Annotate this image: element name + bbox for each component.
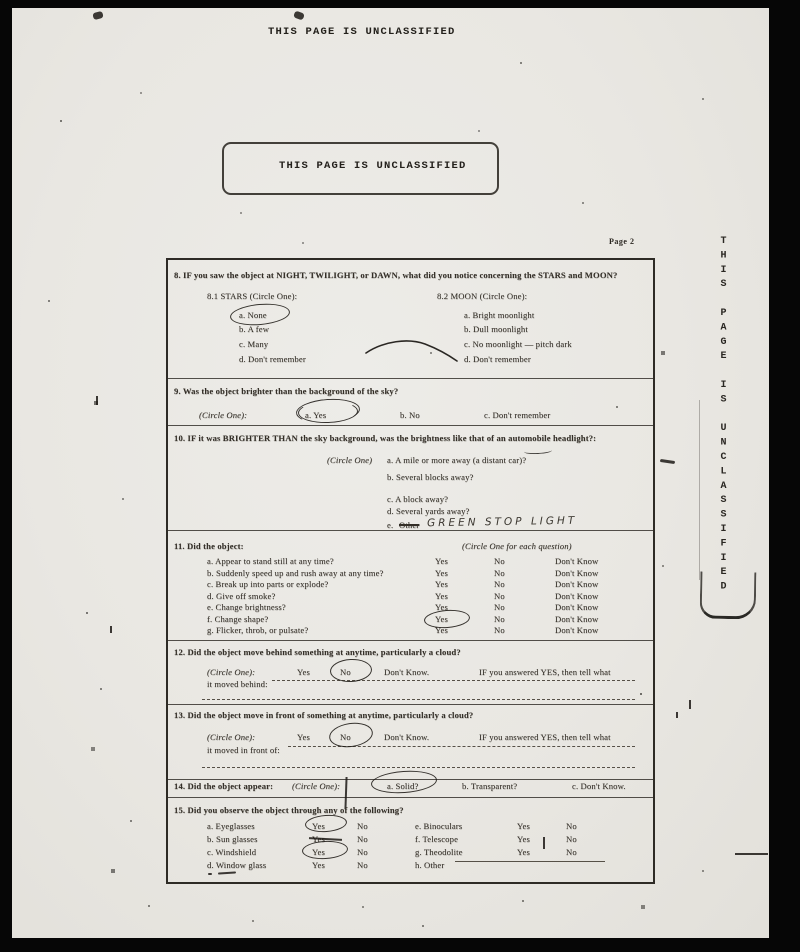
pen-mark xyxy=(208,873,212,875)
q15-no: No xyxy=(357,847,368,857)
pen-circle-q14-solid xyxy=(370,769,437,796)
q14-option: c. Don't Know. xyxy=(572,781,626,791)
q9-option: b. No xyxy=(400,410,420,420)
blank-line xyxy=(202,766,635,768)
q15-yes: Yes xyxy=(517,821,530,831)
q11-note: (Circle One for each question) xyxy=(462,541,572,551)
pen-circle-q11f-yes xyxy=(423,608,470,629)
q11-yes: Yes xyxy=(435,556,448,566)
q11-dk: Don't Know xyxy=(555,625,599,635)
q13-yes: Yes xyxy=(297,732,310,742)
question-15-title: 15. Did you observe the object through any of the following? xyxy=(174,805,404,815)
q11-row-label: f. Change shape? xyxy=(207,614,269,624)
q11-dk: Don't Know xyxy=(555,568,599,578)
q12-blank-label: it moved behind: xyxy=(207,679,268,689)
q11-dk: Don't Know xyxy=(555,591,599,601)
q11-yes: Yes xyxy=(435,602,448,612)
pen-circle-q15c-yes xyxy=(302,840,349,860)
scan-tick xyxy=(689,700,691,709)
q10-option: a. A mile or more away (a distant car)? xyxy=(387,455,527,465)
q15-right-label: h. Other xyxy=(415,860,445,870)
blank-line xyxy=(272,679,635,681)
q14-circle-label: (Circle One): xyxy=(292,781,341,791)
q11-yes: Yes xyxy=(435,614,448,624)
scan-tick xyxy=(96,396,98,405)
q8-moon-option: c. No moonlight — pitch dark xyxy=(464,339,572,349)
q15-yes: Yes xyxy=(312,860,325,870)
q10-option: c. A block away? xyxy=(387,494,449,504)
q13-circle-label: (Circle One): xyxy=(207,732,256,742)
q14-option: b. Transparent? xyxy=(462,781,518,791)
blank-line xyxy=(202,698,635,700)
q13-dk: Don't Know. xyxy=(384,732,430,742)
question-8-title: 8. IF you saw the object at NIGHT, TWILIGHT, or DAWN, what did you notice concerning the STARS and MOON? xyxy=(174,270,618,280)
q11-row-label: c. Break up into parts or explode? xyxy=(207,579,329,589)
q8-stars-header: 8.1 STARS (Circle One): xyxy=(207,291,298,301)
q11-row-label: b. Suddenly speed up and rush away at any time? xyxy=(207,568,384,578)
q11-yes: Yes xyxy=(435,568,448,578)
unclassified-stamp-top: THIS PAGE IS UNCLASSIFIED xyxy=(268,26,456,38)
q15-no: No xyxy=(357,860,368,870)
q11-no: No xyxy=(494,625,505,635)
q11-dk: Don't Know xyxy=(555,556,599,566)
q15-left-label: b. Sun glasses xyxy=(207,834,258,844)
q13-note: IF you answered YES, then tell what xyxy=(479,732,611,742)
q15-right-label: e. Binoculars xyxy=(415,821,463,831)
q8-moon-option: a. Bright moonlight xyxy=(464,310,535,320)
q15-left-label: d. Window glass xyxy=(207,860,267,870)
pen-underline-annotation xyxy=(524,447,552,454)
pen-circle-q8-none xyxy=(229,301,291,327)
q9-option: c. Don't remember xyxy=(484,410,551,420)
scan-frame-top xyxy=(0,0,800,8)
q15-yes: Yes xyxy=(517,834,530,844)
q12-dk: Don't Know. xyxy=(384,667,430,677)
question-11-title: 11. Did the object: xyxy=(174,541,244,551)
q15-no: No xyxy=(566,847,577,857)
q11-row-label: a. Appear to stand still at any time? xyxy=(207,556,334,566)
q11-row-label: e. Change brightness? xyxy=(207,602,286,612)
question-12-title: 12. Did the object move behind something at anytime, particularly a cloud? xyxy=(174,647,461,657)
q8-stars-option: a. None xyxy=(239,310,267,320)
pen-mark xyxy=(735,853,768,855)
q15-left-label: c. Windshield xyxy=(207,847,257,857)
question-9-title: 9. Was the object brighter than the background of the sky? xyxy=(174,386,399,396)
section-divider xyxy=(168,530,653,531)
q15-no: No xyxy=(357,821,368,831)
pen-circle-q15a-yes xyxy=(304,814,347,834)
q8-stars-option: c. Many xyxy=(239,339,269,349)
q11-row-label: d. Give off smoke? xyxy=(207,591,276,601)
q15-right-label: g. Theodolite xyxy=(415,847,463,857)
q10-option: b. Several blocks away? xyxy=(387,472,474,482)
questionnaire-form xyxy=(166,258,655,884)
q8-moon-option: b. Dull moonlight xyxy=(464,324,528,334)
q11-row-label: g. Flicker, throb, or pulsate? xyxy=(207,625,309,635)
q10-other-letter: e. xyxy=(387,520,394,530)
q9-circle-label: (Circle One): xyxy=(199,410,248,420)
q15-other-blank-line xyxy=(455,860,605,862)
page-number: Page 2 xyxy=(609,237,635,246)
q11-no: No xyxy=(494,579,505,589)
q11-no: No xyxy=(494,614,505,624)
q8-moon-option: d. Don't remember xyxy=(464,354,531,364)
q15-no: No xyxy=(566,834,577,844)
section-divider xyxy=(168,640,653,641)
unclassified-stamp-side: THIS PAGE IS UNCLASSIFIED xyxy=(718,236,729,596)
q8-stars-option: b. A few xyxy=(239,324,270,334)
question-14-title: 14. Did the object appear: xyxy=(174,781,274,791)
q15-no: No xyxy=(357,834,368,844)
pen-scribble-annotation xyxy=(364,336,459,364)
section-divider xyxy=(168,425,653,426)
handwritten-answer-q10: GREEN STOP LIGHT xyxy=(426,514,578,530)
question-13-title: 13. Did the object move in front of something at anytime, particularly a cloud? xyxy=(174,710,474,720)
scan-tick xyxy=(676,712,678,718)
q11-no: No xyxy=(494,556,505,566)
scan-frame-right xyxy=(769,0,800,952)
q10-circle-label: (Circle One) xyxy=(327,455,373,465)
q11-no: No xyxy=(494,568,505,578)
side-stamp-box-bottom xyxy=(700,572,757,620)
q11-yes: Yes xyxy=(435,625,448,635)
q12-yes: Yes xyxy=(297,667,310,677)
q12-circle-label: (Circle One): xyxy=(207,667,256,677)
scan-frame-bottom xyxy=(0,938,800,952)
q15-right-label: f. Telescope xyxy=(415,834,459,844)
q15-yes: Yes xyxy=(312,847,325,857)
q14-option: a. Solid? xyxy=(387,781,419,791)
q10-other-label: Other xyxy=(399,520,420,530)
side-stamp-box-edge xyxy=(699,400,701,580)
section-divider xyxy=(168,378,653,379)
pen-mark xyxy=(218,871,236,874)
q11-yes: Yes xyxy=(435,579,448,589)
q13-no: No xyxy=(340,732,351,742)
scan-tick xyxy=(110,626,112,633)
unclassified-stamp-boxed: THIS PAGE IS UNCLASSIFIED xyxy=(279,160,467,172)
q8-stars-option: d. Don't remember xyxy=(239,354,306,364)
q11-no: No xyxy=(494,602,505,612)
q11-dk: Don't Know xyxy=(555,602,599,612)
q12-note: IF you answered YES, then tell what xyxy=(479,667,611,677)
scan-speckles xyxy=(0,0,2,2)
q15-left-label: a. Eyeglasses xyxy=(207,821,255,831)
q11-no: No xyxy=(494,591,505,601)
q11-yes: Yes xyxy=(435,591,448,601)
q11-dk: Don't Know xyxy=(555,579,599,589)
section-divider xyxy=(168,797,653,798)
q15-yes: Yes xyxy=(312,821,325,831)
q15-no: No xyxy=(566,821,577,831)
q8-moon-header: 8.2 MOON (Circle One): xyxy=(437,291,528,301)
q13-blank-label: it moved in front of: xyxy=(207,745,280,755)
question-10-title: 10. IF it was BRIGHTER THAN the sky background, was the brightness like that of an automobile headlight?: xyxy=(174,433,597,443)
q11-dk: Don't Know xyxy=(555,614,599,624)
q15-yes: Yes xyxy=(517,847,530,857)
q12-no: No xyxy=(340,667,351,677)
q10-option: d. Several yards away? xyxy=(387,506,470,516)
pen-circle-q9-yes xyxy=(298,400,359,424)
scan-frame-left xyxy=(0,0,12,952)
section-divider xyxy=(168,704,653,705)
q9-option: a. Yes xyxy=(305,410,327,420)
